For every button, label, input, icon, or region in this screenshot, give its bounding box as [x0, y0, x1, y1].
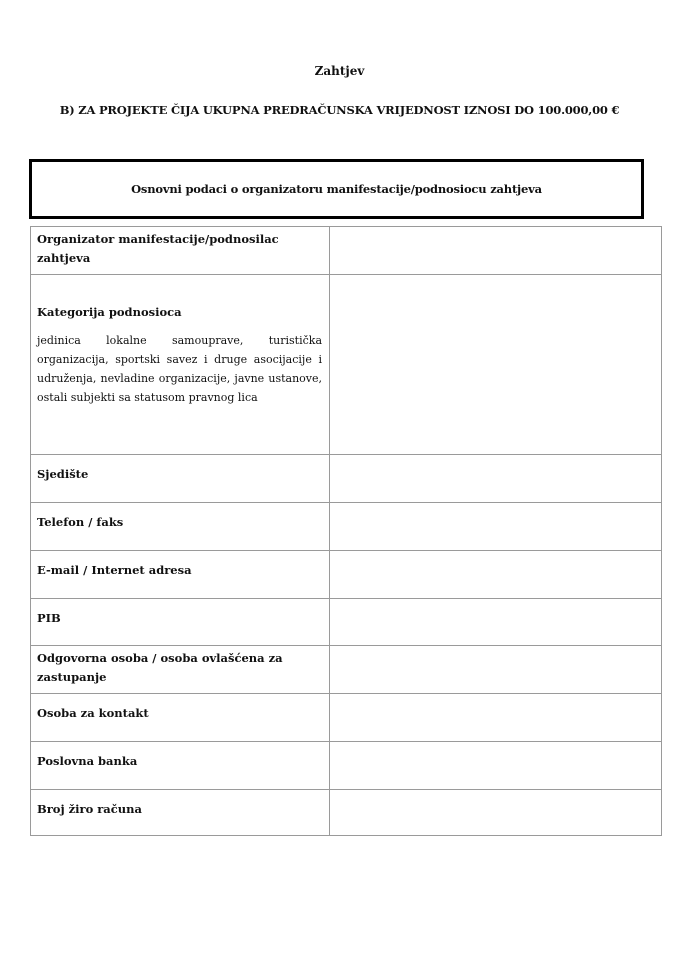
table-row — [31, 694, 662, 742]
organizer-field[interactable] — [330, 227, 662, 275]
category-field[interactable] — [330, 275, 662, 455]
document-subtitle: B) ZA PROJEKTE ČIJA UKUPNA PREDRAČUNSKA VRIJEDNOST IZNOSI DO 100.000,00 € — [59, 103, 620, 117]
category-description: jedinica lokalne samouprave, turistička organizacija, sportski savez i druge asocijacije i udruženja, nevladine organizacije, javne ustanove, ostali subjekti sa statusom pravnog lica — [37, 334, 322, 404]
seat-field[interactable] — [330, 455, 662, 503]
account-number-field[interactable] — [330, 790, 662, 836]
table-row — [31, 742, 662, 790]
table-row — [31, 646, 662, 694]
organizer-label: Organizator manifestacije/podnosilac zahtjeva — [31, 227, 330, 275]
phone-field[interactable] — [330, 503, 662, 551]
bank-label: Poslovna banka — [31, 742, 330, 790]
category-label: Kategorija podnosioca — [37, 305, 182, 319]
email-label: E-mail / Internet adresa — [31, 551, 330, 599]
pib-label: PIB — [31, 599, 330, 646]
document-title: Zahtjev — [314, 64, 365, 78]
contact-person-label: Osoba za kontakt — [31, 694, 330, 742]
email-field[interactable] — [330, 551, 662, 599]
table-row — [31, 455, 662, 503]
responsible-person-field[interactable] — [330, 646, 662, 694]
phone-label: Telefon / faks — [31, 503, 330, 551]
bank-field[interactable] — [330, 742, 662, 790]
account-number-label: Broj žiro računa — [31, 790, 330, 836]
table-row — [31, 227, 662, 275]
pib-field[interactable] — [330, 599, 662, 646]
table-row — [31, 599, 662, 646]
table-row — [31, 790, 662, 836]
responsible-person-label: Odgovorna osoba / osoba ovlašćena za zastupanje — [31, 646, 330, 694]
category-cell — [31, 275, 330, 455]
table-row — [31, 275, 662, 455]
table-row — [31, 503, 662, 551]
section-header: Osnovni podaci o organizatoru manifestacije/podnosiocu zahtjeva — [29, 159, 644, 219]
contact-person-field[interactable] — [330, 694, 662, 742]
table-row — [31, 551, 662, 599]
applicant-form-table — [30, 226, 662, 836]
seat-label: Sjedište — [31, 455, 330, 503]
